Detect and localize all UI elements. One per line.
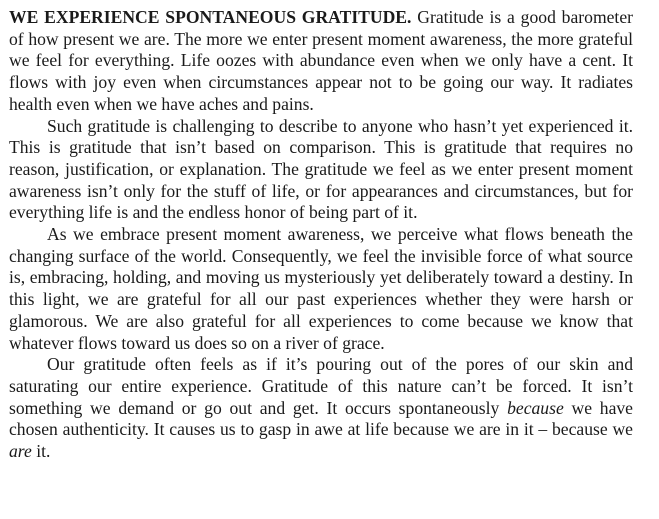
paragraph-2: Such gratitude is challenging to describe to anyone who hasn’t yet experienced it. This is gratitude that isn’t based on comparison. This is gratitude that requires no reason, justification, or explanation. The gratitude we feel as we enter present moment awareness isn’t only for the stuff of life, or for appearances and circumstances, but for everything life is and the endless honor of being part of it. [9, 115, 633, 223]
paragraph-4 [9, 354, 633, 463]
section-heading: WE EXPERIENCE SPONTANEOUS GRATITUDE. [9, 7, 412, 27]
paragraph-1 [9, 7, 633, 116]
paragraph-3: As we embrace present moment awareness, we perceive what flows beneath the changing surface of the world. Consequently, we feel the invisible force of what source is, embracing, holding, and moving us mysteriously yet deliberately toward a destiny. In this light, we are grateful for all our past experiences whether they were harsh or glamorous. We are also grateful for all experiences to come because we know that whatever flows toward us does so on a river of grace. [9, 224, 633, 353]
emphasis-are: are [9, 441, 32, 462]
emphasis-because: because [507, 397, 564, 418]
paragraph-4-part-3: it. [31, 441, 51, 462]
paragraph-1-text: Gratitude is a good barometer of how present we are. The more we enter present moment awareness, the more grateful we feel for everything. Life oozes with abundance even when we only have a cent. It flows with joy even when circumstances appear not to be going our way. It radiates health even when we have aches and pains. [9, 7, 633, 114]
paragraph-4-part-1: Our gratitude often feels as if it’s pouring out of the pores of our skin and saturating our entire experience. Gratitude of this nature can’t be forced. It isn’t something we demand or go out and get. It occurs spontaneously [9, 354, 633, 418]
paragraph-4-part-2: we have chosen authenticity. It causes us to gasp in awe at life because we are in it – because we [9, 397, 633, 440]
